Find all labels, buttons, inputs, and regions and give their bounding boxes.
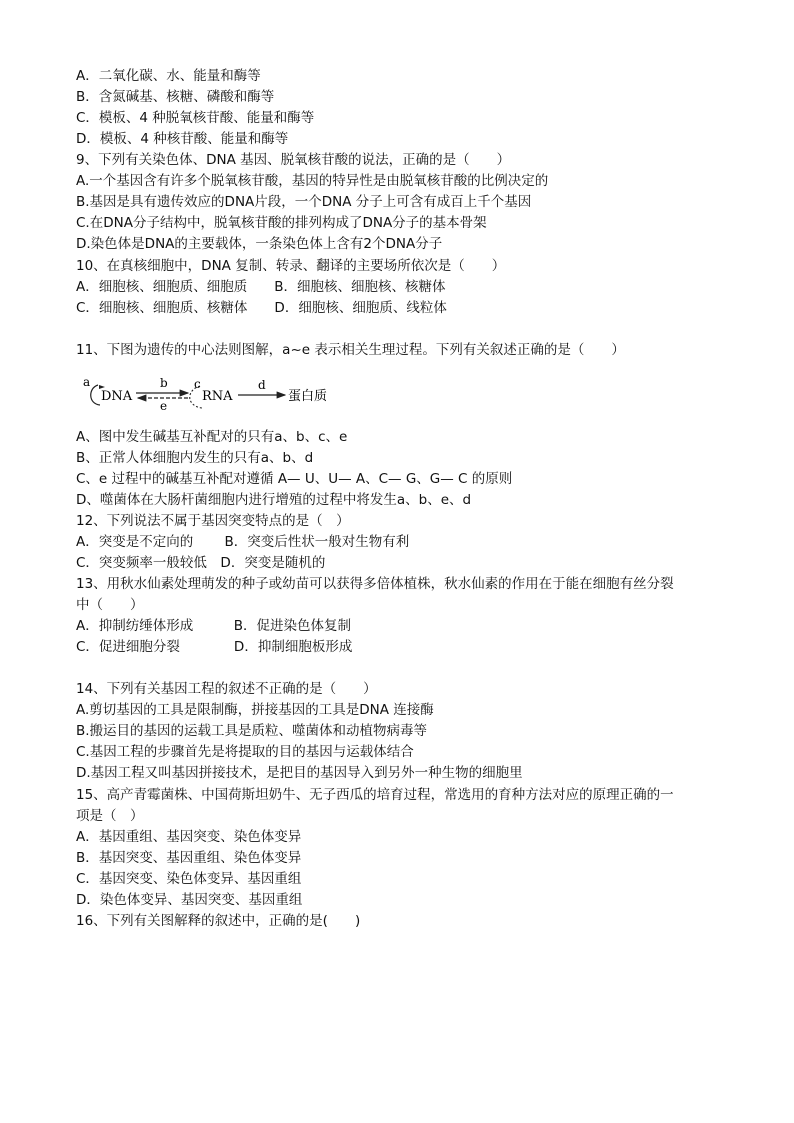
question-15: 15、高产青霉菌株、中国荷斯坦奶牛、无子西瓜的培育过程，常选用的育种方法对应的原理正确的一 — [76, 787, 674, 803]
option-c-q9: C.在DNA分子结构中，脱氧核苷酸的排列构成了DNA分子的基本骨架 — [76, 215, 487, 231]
central-dogma-diagram — [80, 372, 350, 412]
option-d-q11: D、噬菌体在大肠杆菌细胞内进行增殖的过程中将发生a、b、e、d — [76, 492, 472, 508]
question-13: 13、用秋水仙素处理萌发的种子或幼苗可以获得多倍体植株，秋水仙素的作用在于能在细胞有丝分裂 — [76, 576, 674, 592]
options-cd-q10: C．细胞核、细胞质、核糖体 D．细胞核、细胞质、线粒体 — [76, 300, 447, 316]
replication-loop-arrow — [91, 385, 100, 405]
question-10: 10、在真核细胞中，DNA 复制、转录、翻译的主要场所依次是（ ） — [76, 258, 506, 274]
option-b-q14: B.搬运目的基因的运载工具是质粒、噬菌体和动植物病毒等 — [76, 723, 428, 739]
option-a-q11: A、图中发生碱基互补配对的只有a、b、c、e — [76, 429, 348, 445]
option-a-q14: A.剪切基因的工具是限制酶，拼接基因的工具是DNA 连接酶 — [76, 702, 434, 718]
option-b-q11: B、正常人体细胞内发生的只有a、b、d — [76, 450, 314, 466]
label-b: b — [160, 376, 168, 390]
option-d-q9: D.染色体是DNA的主要载体，一条染色体上含有2个DNA分子 — [76, 236, 443, 252]
option-c-q14: C.基因工程的步骤首先是将提取的目的基因与运载体结合 — [76, 744, 414, 760]
question-11: 11、下图为遗传的中心法则图解，a~e 表示相关生理过程。下列有关叙述正确的是（ ） — [76, 342, 625, 358]
option-c-q8: C．模板、4 种脱氧核苷酸、能量和酶等 — [76, 110, 315, 126]
question-15-cont: 项是（ ） — [76, 808, 144, 824]
options-ab-q10: A．细胞核、细胞质、细胞质 B．细胞核、细胞核、核糖体 — [76, 279, 446, 295]
option-c-q15: C．基因突变、染色体变异、基因重组 — [76, 871, 302, 887]
question-13-cont: 中（ ） — [76, 597, 144, 613]
question-12: 12、下列说法不属于基因突变特点的是（ ） — [76, 513, 350, 529]
options-cd-q13: C．促进细胞分裂 D．抑制细胞板形成 — [76, 639, 353, 655]
option-d-q14: D.基因工程又叫基因拼接技术，是把目的基因导入到另外一种生物的细胞里 — [76, 765, 523, 781]
node-rna: RNA — [202, 389, 233, 404]
label-e: e — [160, 399, 168, 412]
node-dna: DNA — [101, 389, 133, 404]
option-c-q11: C、e 过程中的碱基互补配对遵循 A— U、U— A、C— G、G— C 的原则 — [76, 471, 513, 487]
option-a-q8: A．二氧化碳、水、能量和酶等 — [76, 68, 261, 84]
question-14: 14、下列有关基因工程的叙述不正确的是（ ） — [76, 681, 377, 697]
question-9: 9、下列有关染色体、DNA 基因、脱氧核苷酸的说法，正确的是（ ） — [76, 152, 511, 168]
label-c: c — [194, 377, 201, 391]
node-protein: 蛋白质 — [288, 389, 328, 404]
central-dogma-svg — [80, 372, 350, 412]
option-a-q9: A.一个基因含有许多个脱氧核苷酸，基因的特异性是由脱氧核苷酸的比例决定的 — [76, 173, 549, 189]
option-a-q15: A．基因重组、基因突变、染色体变异 — [76, 829, 302, 845]
question-16: 16、下列有关图解释的叙述中，正确的是( ) — [76, 913, 361, 929]
options-ab-q13: A．抑制纺缍体形成 B．促进染色体复制 — [76, 618, 351, 634]
option-b-q9: B.基因是具有遗传效应的DNA片段，一个DNA 分子上可含有成百上千个基因 — [76, 194, 532, 210]
options-cd-q12: C．突变频率一般较低 D．突变是随机的 — [76, 555, 326, 571]
option-d-q15: D．染色体变异、基因突变、基因重组 — [76, 892, 303, 908]
option-b-q15: B．基因突变、基因重组、染色体变异 — [76, 850, 302, 866]
options-ab-q12: A．突变是不定向的 B．突变后性状一般对生物有利 — [76, 534, 410, 550]
label-d: d — [258, 378, 266, 392]
option-b-q8: B．含氮碱基、核糖、磷酸和酶等 — [76, 89, 275, 105]
label-a: a — [83, 375, 91, 389]
option-d-q8: D．模板、4 种核苷酸、能量和酶等 — [76, 131, 289, 147]
